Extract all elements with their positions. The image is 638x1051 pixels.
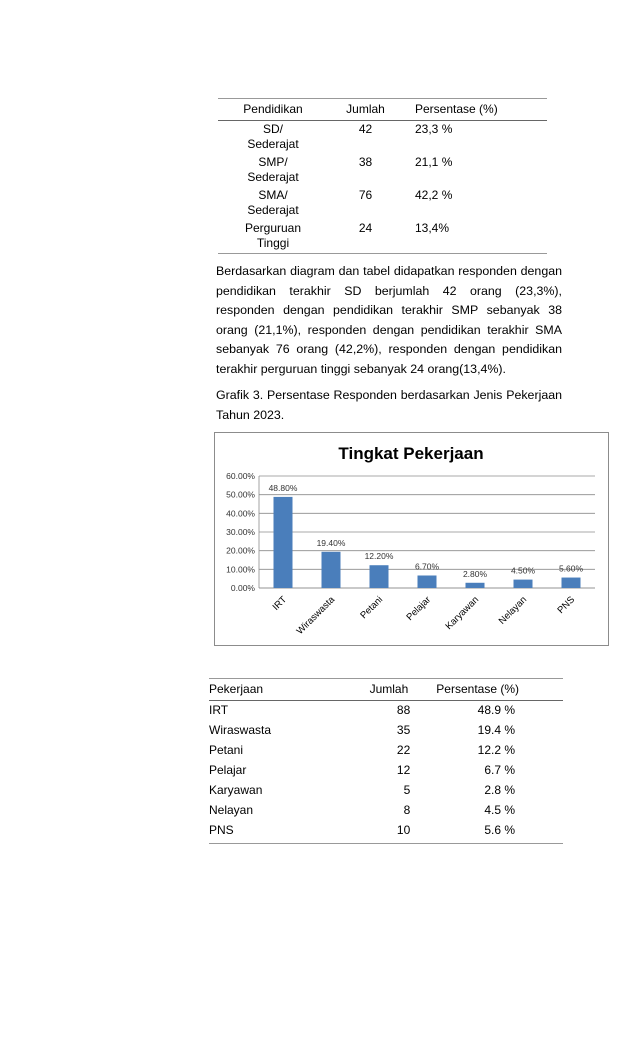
table-row (209, 721, 563, 741)
table-row (209, 741, 563, 761)
data-label: 5.60% (558, 563, 584, 574)
table-row (218, 220, 547, 254)
job-cell: Pelajar (209, 763, 247, 777)
pct-cell: 19.4 % (477, 723, 515, 737)
table-row (209, 701, 563, 722)
x-tick-label: Petani (358, 594, 386, 622)
edu-cell: SMP/ Sederajat (247, 155, 299, 184)
table-row (218, 154, 547, 187)
figure-caption: Grafik 3. Persentase Responden berdasarkan Jenis Pekerjaan Tahun 2023. (216, 388, 562, 422)
pct-cell: 6.7 % (484, 763, 515, 777)
job-cell: PNS (209, 821, 325, 844)
count-cell: 12 (396, 763, 411, 777)
count-cell: 35 (396, 723, 411, 737)
x-tick-label: Nelayan (496, 594, 530, 627)
count-cell: 10 (325, 821, 410, 844)
header-jumlah: Jumlah (328, 99, 403, 121)
table-row (209, 801, 563, 821)
y-tick-label: 30.00% (226, 527, 255, 537)
pct-cell: 2.8 % (484, 783, 515, 797)
pct-cell: 48.9 % (477, 703, 515, 717)
y-tick-label: 40.00% (226, 508, 255, 519)
header-pekerjaan: Pekerjaan (209, 679, 325, 701)
pct-cell: 12.2 % (477, 743, 515, 757)
data-label: 48.80% (268, 482, 298, 493)
count-cell: 5 (403, 783, 411, 797)
education-table (218, 98, 547, 254)
x-tick-label: IRT (270, 594, 290, 613)
bar-petani (370, 565, 389, 588)
job-cell: Karyawan (209, 783, 263, 797)
y-tick-label: 60.00% (226, 471, 255, 481)
table-header-row (218, 99, 547, 121)
pct-cell: 23,3 % (415, 122, 453, 136)
data-label: 4.50% (510, 565, 536, 576)
table-row (209, 761, 563, 781)
bar-wiraswasta (322, 552, 341, 588)
count-cell: 42 (358, 122, 373, 136)
bar-pns (562, 578, 581, 588)
edu-cell: Perguruan Tinggi (218, 220, 328, 254)
table-header-row (209, 679, 563, 701)
table-row (209, 821, 563, 844)
edu-cell: SMA/ Sederajat (247, 188, 299, 217)
edu-cell: SD/ Sederajat (247, 122, 299, 151)
bar-chart (215, 433, 608, 645)
bar-nelayan (514, 580, 533, 588)
pct-cell: 42,2 % (415, 188, 453, 202)
bar-pelajar (418, 575, 437, 588)
count-cell: 8 (403, 803, 411, 817)
table-row (218, 187, 547, 220)
job-cell: Wiraswasta (209, 723, 272, 737)
count-cell: 76 (358, 188, 373, 202)
chart-title: Tingkat Pekerjaan (338, 444, 484, 463)
y-tick-label: 50.00% (226, 489, 255, 500)
x-tick-label: Wiraswasta (294, 594, 338, 637)
pct-cell: 13,4% (403, 220, 547, 254)
y-tick-label: 10.00% (226, 564, 255, 575)
pct-cell: 21,1 % (415, 155, 453, 169)
data-label: 2.80% (462, 568, 488, 579)
chart-container (214, 432, 609, 646)
header-persentase: Persentase (%) (410, 679, 563, 701)
y-tick-label: 0.00% (230, 583, 255, 593)
table-row (218, 121, 547, 155)
data-label: 6.70% (414, 561, 440, 572)
job-cell: IRT (209, 703, 229, 717)
x-tick-label: PNS (555, 594, 578, 616)
header-pendidikan: Pendidikan (218, 99, 328, 121)
occupation-table (209, 678, 563, 844)
count-cell: 24 (328, 220, 403, 254)
pct-cell: 5.6 % (410, 821, 563, 844)
pct-cell: 4.5 % (484, 803, 515, 817)
job-cell: Nelayan (209, 803, 254, 817)
count-cell: 38 (358, 155, 373, 169)
body-paragraph: Berdasarkan diagram dan tabel didapatkan responden dengan pendidikan terakhir SD berjumlah 42 orang (23,3%), responden dengan pendidikan terakhir SMP sebanyak 38 orang (21,1%), responden dengan pendidikan terakhir SMA sebanyak 76 orang (42,2%), responden dengan pendidikan terakhir perguruan tinggi sebanyak 24 orang(13,4%). (216, 264, 562, 376)
y-tick-label: 20.00% (226, 545, 255, 556)
count-cell: 88 (396, 703, 411, 717)
x-tick-label: Pelajar (404, 594, 434, 624)
header-persentase: Persentase (%) (403, 99, 547, 121)
count-cell: 22 (396, 743, 411, 757)
data-label: 19.40% (316, 537, 346, 548)
bar-irt (274, 497, 293, 588)
table-row (209, 781, 563, 801)
data-label: 12.20% (364, 551, 394, 562)
job-cell: Petani (209, 743, 244, 757)
header-jumlah: Jumlah (325, 679, 410, 701)
x-tick-label: Karyawan (443, 594, 482, 632)
bar-karyawan (466, 583, 485, 588)
